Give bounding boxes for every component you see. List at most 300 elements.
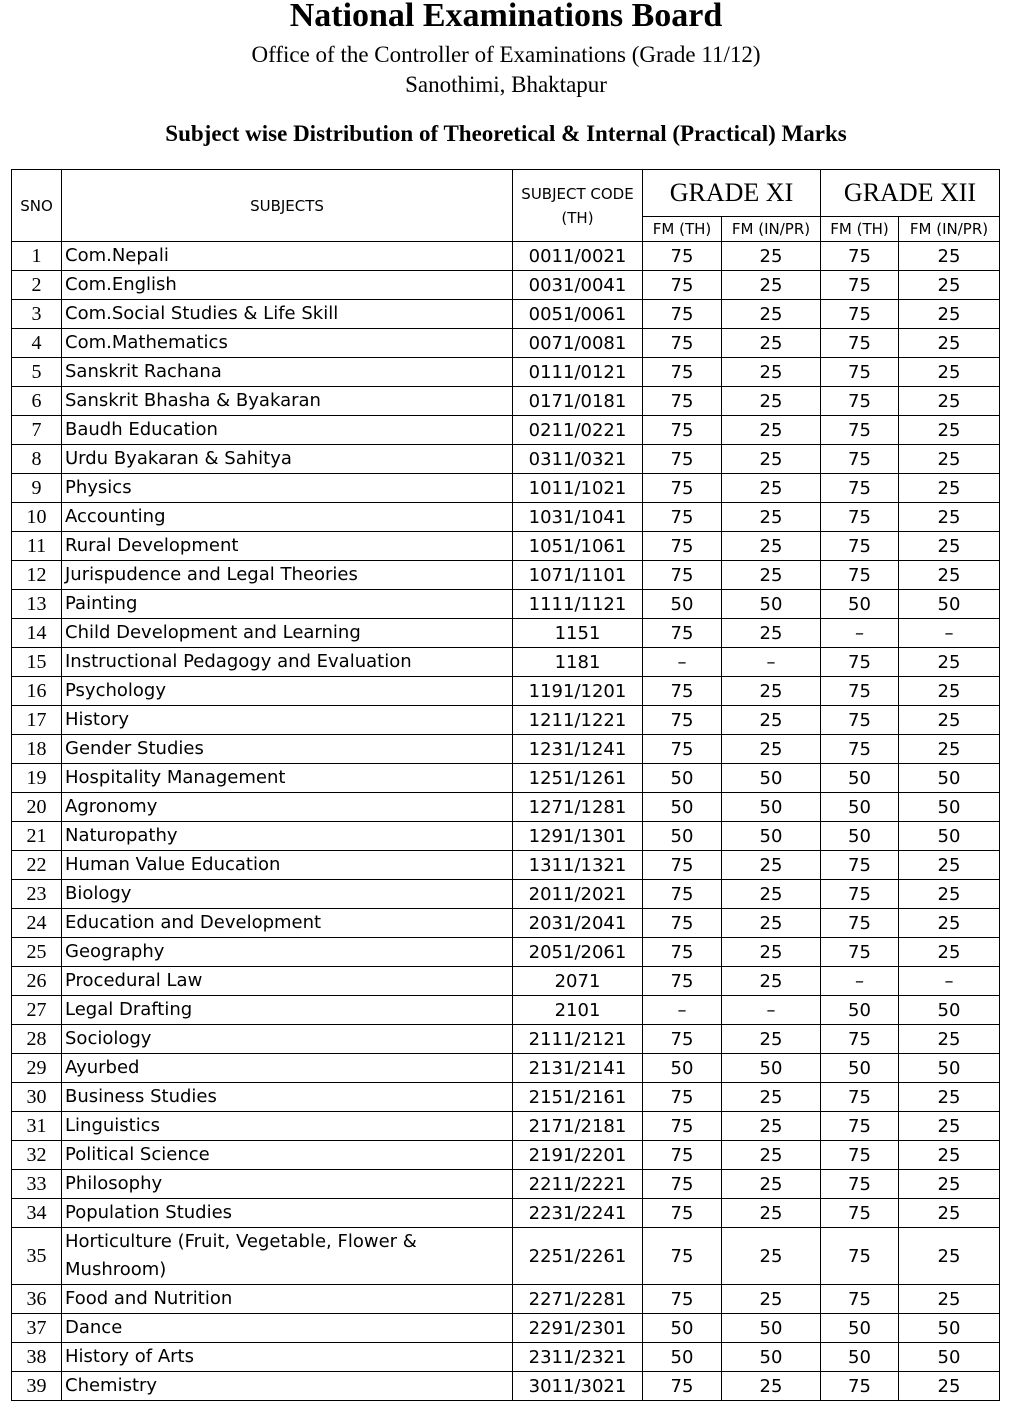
row-xii-fm-inpr: 50 — [899, 996, 1000, 1025]
row-xii-fm-th: 75 — [821, 1112, 899, 1141]
row-xi-fm-th: 75 — [643, 271, 722, 300]
col-header-subject-code — [513, 170, 643, 242]
row-sno: 29 — [12, 1054, 62, 1083]
row-subject: Baudh Education — [62, 416, 513, 445]
row-sno: 11 — [12, 532, 62, 561]
row-xii-fm-th: 75 — [821, 909, 899, 938]
row-xi-fm-inpr: 25 — [722, 1170, 821, 1199]
col-header-xii-fm-th: FM (TH) — [821, 217, 899, 242]
row-subject-code: 1191/1201 — [513, 677, 643, 706]
row-subject: Agronomy — [62, 793, 513, 822]
row-sno: 15 — [12, 648, 62, 677]
row-sno: 24 — [12, 909, 62, 938]
table-row — [12, 1141, 1000, 1170]
row-sno: 17 — [12, 706, 62, 735]
row-xii-fm-th: 75 — [821, 1141, 899, 1170]
row-subject-code: 2071 — [513, 967, 643, 996]
row-subject-code: 2051/2061 — [513, 938, 643, 967]
row-xi-fm-inpr: 25 — [722, 1372, 821, 1401]
row-sno: 4 — [12, 329, 62, 358]
row-xi-fm-th: 75 — [643, 1083, 722, 1112]
row-xii-fm-th: 75 — [821, 358, 899, 387]
row-xi-fm-th: 75 — [643, 619, 722, 648]
row-subject: Geography — [62, 938, 513, 967]
row-xi-fm-th: 75 — [643, 474, 722, 503]
row-xi-fm-th: 50 — [643, 1054, 722, 1083]
row-xii-fm-inpr: 25 — [899, 909, 1000, 938]
row-subject: Rural Development — [62, 532, 513, 561]
row-xi-fm-inpr: 50 — [722, 793, 821, 822]
row-subject-code: 2101 — [513, 996, 643, 1025]
row-xii-fm-inpr: 25 — [899, 1141, 1000, 1170]
row-xi-fm-inpr: 25 — [722, 1228, 821, 1285]
table-row — [12, 1199, 1000, 1228]
row-xii-fm-inpr: 25 — [899, 387, 1000, 416]
row-subject: Ayurbed — [62, 1054, 513, 1083]
row-subject-code: 1071/1101 — [513, 561, 643, 590]
row-subject-code: 2251/2261 — [513, 1228, 643, 1285]
row-subject-code: 1311/1321 — [513, 851, 643, 880]
row-xi-fm-inpr: 25 — [722, 677, 821, 706]
row-xii-fm-inpr: 50 — [899, 1343, 1000, 1372]
table-row — [12, 329, 1000, 358]
row-subject: Sanskrit Rachana — [62, 358, 513, 387]
row-xii-fm-th: 75 — [821, 706, 899, 735]
row-subject-code: 2171/2181 — [513, 1112, 643, 1141]
row-subject: Political Science — [62, 1141, 513, 1170]
row-xi-fm-inpr: 25 — [722, 619, 821, 648]
row-sno: 9 — [12, 474, 62, 503]
document-title: National Examinations Board — [289, 0, 723, 34]
row-xii-fm-th: 75 — [821, 648, 899, 677]
table-row — [12, 735, 1000, 764]
row-xii-fm-inpr: – — [899, 619, 1000, 648]
row-xi-fm-inpr: 25 — [722, 416, 821, 445]
row-subject-code: 1181 — [513, 648, 643, 677]
row-xii-fm-th: 75 — [821, 1372, 899, 1401]
row-xi-fm-inpr: 25 — [722, 1083, 821, 1112]
row-sno: 39 — [12, 1372, 62, 1401]
table-row — [12, 532, 1000, 561]
row-subject: Com.Social Studies & Life Skill — [62, 300, 513, 329]
row-xi-fm-th: 50 — [643, 793, 722, 822]
row-sno: 34 — [12, 1199, 62, 1228]
row-subject: Business Studies — [62, 1083, 513, 1112]
row-subject-code: 2131/2141 — [513, 1054, 643, 1083]
row-subject: Naturopathy — [62, 822, 513, 851]
row-subject-code: 2191/2201 — [513, 1141, 643, 1170]
row-sno: 33 — [12, 1170, 62, 1199]
table-row — [12, 1112, 1000, 1141]
row-xi-fm-inpr: 25 — [722, 880, 821, 909]
table-row — [12, 996, 1000, 1025]
table-row — [12, 503, 1000, 532]
row-sno: 18 — [12, 735, 62, 764]
row-xi-fm-th: 75 — [643, 329, 722, 358]
row-sno: 14 — [12, 619, 62, 648]
row-xi-fm-th: 50 — [643, 1343, 722, 1372]
row-subject: Education and Development — [62, 909, 513, 938]
row-xii-fm-th: 75 — [821, 271, 899, 300]
row-xii-fm-th: 75 — [821, 735, 899, 764]
row-xi-fm-th: 75 — [643, 735, 722, 764]
row-subject-code: 0211/0221 — [513, 416, 643, 445]
row-xii-fm-th: 75 — [821, 300, 899, 329]
table-row — [12, 793, 1000, 822]
row-xii-fm-inpr: 25 — [899, 735, 1000, 764]
marks-table — [11, 169, 1000, 1401]
row-xii-fm-inpr: 25 — [899, 938, 1000, 967]
row-xi-fm-inpr: 25 — [722, 1112, 821, 1141]
row-subject-code: 0071/0081 — [513, 329, 643, 358]
row-xi-fm-th: – — [643, 648, 722, 677]
row-subject: Biology — [62, 880, 513, 909]
row-subject: Hospitality Management — [62, 764, 513, 793]
row-sno: 3 — [12, 300, 62, 329]
row-xi-fm-inpr: 25 — [722, 706, 821, 735]
row-subject: History — [62, 706, 513, 735]
row-subject: Philosophy — [62, 1170, 513, 1199]
table-row — [12, 1343, 1000, 1372]
row-xii-fm-th: 75 — [821, 561, 899, 590]
row-xi-fm-inpr: 25 — [722, 242, 821, 271]
row-xii-fm-inpr: 25 — [899, 1170, 1000, 1199]
row-subject: Chemistry — [62, 1372, 513, 1401]
row-xi-fm-th: 50 — [643, 1314, 722, 1343]
row-subject: Urdu Byakaran & Sahitya — [62, 445, 513, 474]
row-subject-code: 0171/0181 — [513, 387, 643, 416]
row-xii-fm-th: – — [821, 967, 899, 996]
col-header-xii-fm-inpr: FM (IN/PR) — [899, 217, 1000, 242]
row-sno: 38 — [12, 1343, 62, 1372]
row-subject: Gender Studies — [62, 735, 513, 764]
row-xii-fm-th: 50 — [821, 793, 899, 822]
row-xii-fm-inpr: 50 — [899, 822, 1000, 851]
row-xi-fm-th: 75 — [643, 1285, 722, 1314]
row-subject: Sociology — [62, 1025, 513, 1054]
table-row — [12, 474, 1000, 503]
row-xii-fm-inpr: 50 — [899, 793, 1000, 822]
row-xii-fm-th: – — [821, 619, 899, 648]
row-subject-code: 2111/2121 — [513, 1025, 643, 1054]
row-sno: 28 — [12, 1025, 62, 1054]
row-xii-fm-inpr: 25 — [899, 1285, 1000, 1314]
table-row — [12, 1083, 1000, 1112]
row-subject-code: 2011/2021 — [513, 880, 643, 909]
table-row — [12, 764, 1000, 793]
row-xi-fm-inpr: 25 — [722, 1141, 821, 1170]
row-sno: 36 — [12, 1285, 62, 1314]
row-subject-code: 1111/1121 — [513, 590, 643, 619]
row-subject-code: 1151 — [513, 619, 643, 648]
row-xi-fm-inpr: 25 — [722, 909, 821, 938]
row-xi-fm-inpr: 25 — [722, 735, 821, 764]
row-sno: 2 — [12, 271, 62, 300]
row-sno: 22 — [12, 851, 62, 880]
row-xii-fm-inpr: 25 — [899, 1025, 1000, 1054]
table-row — [12, 967, 1000, 996]
row-xi-fm-th: 75 — [643, 1112, 722, 1141]
row-xii-fm-th: 75 — [821, 532, 899, 561]
row-xii-fm-th: 75 — [821, 938, 899, 967]
table-row — [12, 358, 1000, 387]
table-row — [12, 706, 1000, 735]
table-row — [12, 1054, 1000, 1083]
row-xi-fm-inpr: 25 — [722, 271, 821, 300]
table-row — [12, 909, 1000, 938]
col-header-subjects: SUBJECTS — [62, 170, 513, 242]
row-sno: 1 — [12, 242, 62, 271]
row-xi-fm-th: 50 — [643, 822, 722, 851]
table-row — [12, 822, 1000, 851]
row-subject: Physics — [62, 474, 513, 503]
row-xii-fm-inpr: 25 — [899, 1199, 1000, 1228]
row-subject: Painting — [62, 590, 513, 619]
row-xi-fm-inpr: 50 — [722, 590, 821, 619]
row-xii-fm-th: 75 — [821, 242, 899, 271]
col-header-xi-fm-th: FM (TH) — [643, 217, 722, 242]
row-xi-fm-th: 75 — [643, 242, 722, 271]
row-xi-fm-th: 75 — [643, 445, 722, 474]
table-row — [12, 648, 1000, 677]
col-header-code-line1: SUBJECT CODE — [521, 184, 634, 203]
row-sno: 21 — [12, 822, 62, 851]
row-xii-fm-inpr: 25 — [899, 242, 1000, 271]
row-xii-fm-th: 75 — [821, 329, 899, 358]
row-xi-fm-inpr: 25 — [722, 300, 821, 329]
row-subject: Accounting — [62, 503, 513, 532]
row-sno: 25 — [12, 938, 62, 967]
row-xii-fm-th: 75 — [821, 1199, 899, 1228]
row-subject: History of Arts — [62, 1343, 513, 1372]
row-sno: 32 — [12, 1141, 62, 1170]
col-header-sno: SNO — [12, 170, 62, 242]
row-xi-fm-th: 75 — [643, 1228, 722, 1285]
row-xi-fm-inpr: 25 — [722, 503, 821, 532]
row-sno: 19 — [12, 764, 62, 793]
table-row — [12, 1285, 1000, 1314]
row-xi-fm-th: 75 — [643, 532, 722, 561]
row-subject: Psychology — [62, 677, 513, 706]
row-subject: Food and Nutrition — [62, 1285, 513, 1314]
row-sno: 16 — [12, 677, 62, 706]
row-subject-code: 1211/1221 — [513, 706, 643, 735]
table-row — [12, 619, 1000, 648]
row-sno: 20 — [12, 793, 62, 822]
row-xii-fm-inpr: 25 — [899, 1112, 1000, 1141]
row-xi-fm-inpr: 25 — [722, 358, 821, 387]
row-xii-fm-th: 75 — [821, 416, 899, 445]
row-xii-fm-th: 75 — [821, 851, 899, 880]
row-xii-fm-inpr: 25 — [899, 532, 1000, 561]
row-xi-fm-inpr: 50 — [722, 764, 821, 793]
row-sno: 26 — [12, 967, 62, 996]
table-row — [12, 271, 1000, 300]
row-sno: 30 — [12, 1083, 62, 1112]
row-subject-code: 1271/1281 — [513, 793, 643, 822]
row-xi-fm-inpr: 50 — [722, 822, 821, 851]
row-subject-code: 2311/2321 — [513, 1343, 643, 1372]
row-sno: 6 — [12, 387, 62, 416]
row-xii-fm-th: 75 — [821, 677, 899, 706]
row-xii-fm-inpr: 25 — [899, 271, 1000, 300]
row-xii-fm-th: 75 — [821, 474, 899, 503]
row-subject: Horticulture (Fruit, Vegetable, Flower & Mushroom) — [62, 1228, 513, 1285]
row-xi-fm-inpr: 25 — [722, 1199, 821, 1228]
row-xi-fm-inpr: – — [722, 996, 821, 1025]
row-xi-fm-th: 75 — [643, 416, 722, 445]
row-subject: Jurispudence and Legal Theories — [62, 561, 513, 590]
table-row — [12, 938, 1000, 967]
table-row — [12, 300, 1000, 329]
row-xii-fm-th: 75 — [821, 880, 899, 909]
row-subject: Com.Nepali — [62, 242, 513, 271]
row-xi-fm-th: 75 — [643, 880, 722, 909]
row-sno: 35 — [12, 1228, 62, 1285]
table-row — [12, 590, 1000, 619]
table-row — [12, 851, 1000, 880]
row-subject: Instructional Pedagogy and Evaluation — [62, 648, 513, 677]
row-xii-fm-th: 50 — [821, 996, 899, 1025]
row-xi-fm-th: 75 — [643, 561, 722, 590]
row-xii-fm-th: 75 — [821, 1025, 899, 1054]
row-xi-fm-th: 75 — [643, 503, 722, 532]
row-subject-code: 2151/2161 — [513, 1083, 643, 1112]
row-xi-fm-th: 75 — [643, 358, 722, 387]
table-row — [12, 1025, 1000, 1054]
row-xi-fm-th: 50 — [643, 590, 722, 619]
office-line: Office of the Controller of Examinations (Grade 11/12) — [251, 42, 761, 67]
row-subject-code: 1231/1241 — [513, 735, 643, 764]
row-sno: 10 — [12, 503, 62, 532]
row-xii-fm-inpr: 25 — [899, 474, 1000, 503]
row-xii-fm-th: 75 — [821, 503, 899, 532]
row-xi-fm-inpr: 25 — [722, 938, 821, 967]
row-xii-fm-th: 50 — [821, 764, 899, 793]
row-subject-code: 2271/2281 — [513, 1285, 643, 1314]
row-xi-fm-inpr: 25 — [722, 445, 821, 474]
row-xii-fm-inpr: 25 — [899, 648, 1000, 677]
row-subject-code: 0111/0121 — [513, 358, 643, 387]
row-xi-fm-th: 75 — [643, 1170, 722, 1199]
row-subject-code: 2211/2221 — [513, 1170, 643, 1199]
row-sno: 37 — [12, 1314, 62, 1343]
row-xii-fm-inpr: 50 — [899, 1314, 1000, 1343]
row-xi-fm-th: 75 — [643, 967, 722, 996]
row-sno: 5 — [12, 358, 62, 387]
row-xi-fm-th: 75 — [643, 677, 722, 706]
row-xi-fm-inpr: 50 — [722, 1343, 821, 1372]
row-xii-fm-th: 75 — [821, 1285, 899, 1314]
row-xii-fm-inpr: 25 — [899, 880, 1000, 909]
row-subject: Com.English — [62, 271, 513, 300]
row-xii-fm-th: 50 — [821, 1343, 899, 1372]
row-xi-fm-inpr: – — [722, 648, 821, 677]
row-xi-fm-th: 75 — [643, 909, 722, 938]
row-subject: Dance — [62, 1314, 513, 1343]
row-xii-fm-inpr: 25 — [899, 329, 1000, 358]
row-xi-fm-th: 50 — [643, 764, 722, 793]
row-xi-fm-inpr: 50 — [722, 1314, 821, 1343]
row-xi-fm-inpr: 25 — [722, 532, 821, 561]
row-xi-fm-th: 75 — [643, 851, 722, 880]
row-sno: 7 — [12, 416, 62, 445]
row-sno: 27 — [12, 996, 62, 1025]
row-subject-code: 2031/2041 — [513, 909, 643, 938]
table-row — [12, 880, 1000, 909]
row-subject-code: 1031/1041 — [513, 503, 643, 532]
table-row — [12, 677, 1000, 706]
row-xi-fm-th: 75 — [643, 387, 722, 416]
row-subject: Com.Mathematics — [62, 329, 513, 358]
table-row — [12, 1372, 1000, 1401]
col-header-code-line2: (TH) — [561, 208, 594, 227]
row-xii-fm-inpr: – — [899, 967, 1000, 996]
row-xi-fm-th: 75 — [643, 1025, 722, 1054]
row-subject: Linguistics — [62, 1112, 513, 1141]
row-xii-fm-th: 75 — [821, 445, 899, 474]
row-sno: 31 — [12, 1112, 62, 1141]
row-subject-code: 0051/0061 — [513, 300, 643, 329]
row-xi-fm-inpr: 25 — [722, 1285, 821, 1314]
row-xi-fm-th: 75 — [643, 1141, 722, 1170]
row-xii-fm-th: 75 — [821, 1170, 899, 1199]
col-header-grade-xi: GRADE XI — [643, 170, 821, 217]
col-header-grade-xii: GRADE XII — [821, 170, 1000, 217]
row-xii-fm-th: 50 — [821, 1314, 899, 1343]
row-xi-fm-inpr: 25 — [722, 474, 821, 503]
row-sno: 12 — [12, 561, 62, 590]
table-row — [12, 242, 1000, 271]
row-subject: Procedural Law — [62, 967, 513, 996]
row-xi-fm-th: – — [643, 996, 722, 1025]
row-xii-fm-inpr: 25 — [899, 416, 1000, 445]
table-row — [12, 445, 1000, 474]
row-subject: Legal Drafting — [62, 996, 513, 1025]
row-xi-fm-inpr: 25 — [722, 387, 821, 416]
row-subject-code: 1011/1021 — [513, 474, 643, 503]
row-xii-fm-inpr: 25 — [899, 358, 1000, 387]
table-row — [12, 1170, 1000, 1199]
table-row — [12, 1314, 1000, 1343]
row-xi-fm-inpr: 25 — [722, 329, 821, 358]
row-xii-fm-inpr: 25 — [899, 445, 1000, 474]
row-xii-fm-inpr: 25 — [899, 561, 1000, 590]
row-xii-fm-th: 50 — [821, 1054, 899, 1083]
row-xii-fm-th: 75 — [821, 387, 899, 416]
table-subtitle: Subject wise Distribution of Theoretical & Internal (Practical) Marks — [165, 121, 847, 146]
table-row — [12, 416, 1000, 445]
row-xii-fm-inpr: 25 — [899, 1083, 1000, 1112]
row-subject-code: 2231/2241 — [513, 1199, 643, 1228]
row-subject-code: 1291/1301 — [513, 822, 643, 851]
row-xii-fm-inpr: 50 — [899, 590, 1000, 619]
row-xii-fm-th: 50 — [821, 590, 899, 619]
row-subject: Child Development and Learning — [62, 619, 513, 648]
row-subject-code: 2291/2301 — [513, 1314, 643, 1343]
row-xi-fm-th: 75 — [643, 938, 722, 967]
row-xi-fm-th: 75 — [643, 300, 722, 329]
row-xii-fm-inpr: 25 — [899, 851, 1000, 880]
row-xii-fm-inpr: 50 — [899, 764, 1000, 793]
row-sno: 8 — [12, 445, 62, 474]
row-xii-fm-th: 75 — [821, 1228, 899, 1285]
row-xii-fm-th: 75 — [821, 1083, 899, 1112]
row-xii-fm-inpr: 25 — [899, 503, 1000, 532]
row-xii-fm-inpr: 25 — [899, 1372, 1000, 1401]
row-subject-code: 1251/1261 — [513, 764, 643, 793]
row-subject: Sanskrit Bhasha & Byakaran — [62, 387, 513, 416]
